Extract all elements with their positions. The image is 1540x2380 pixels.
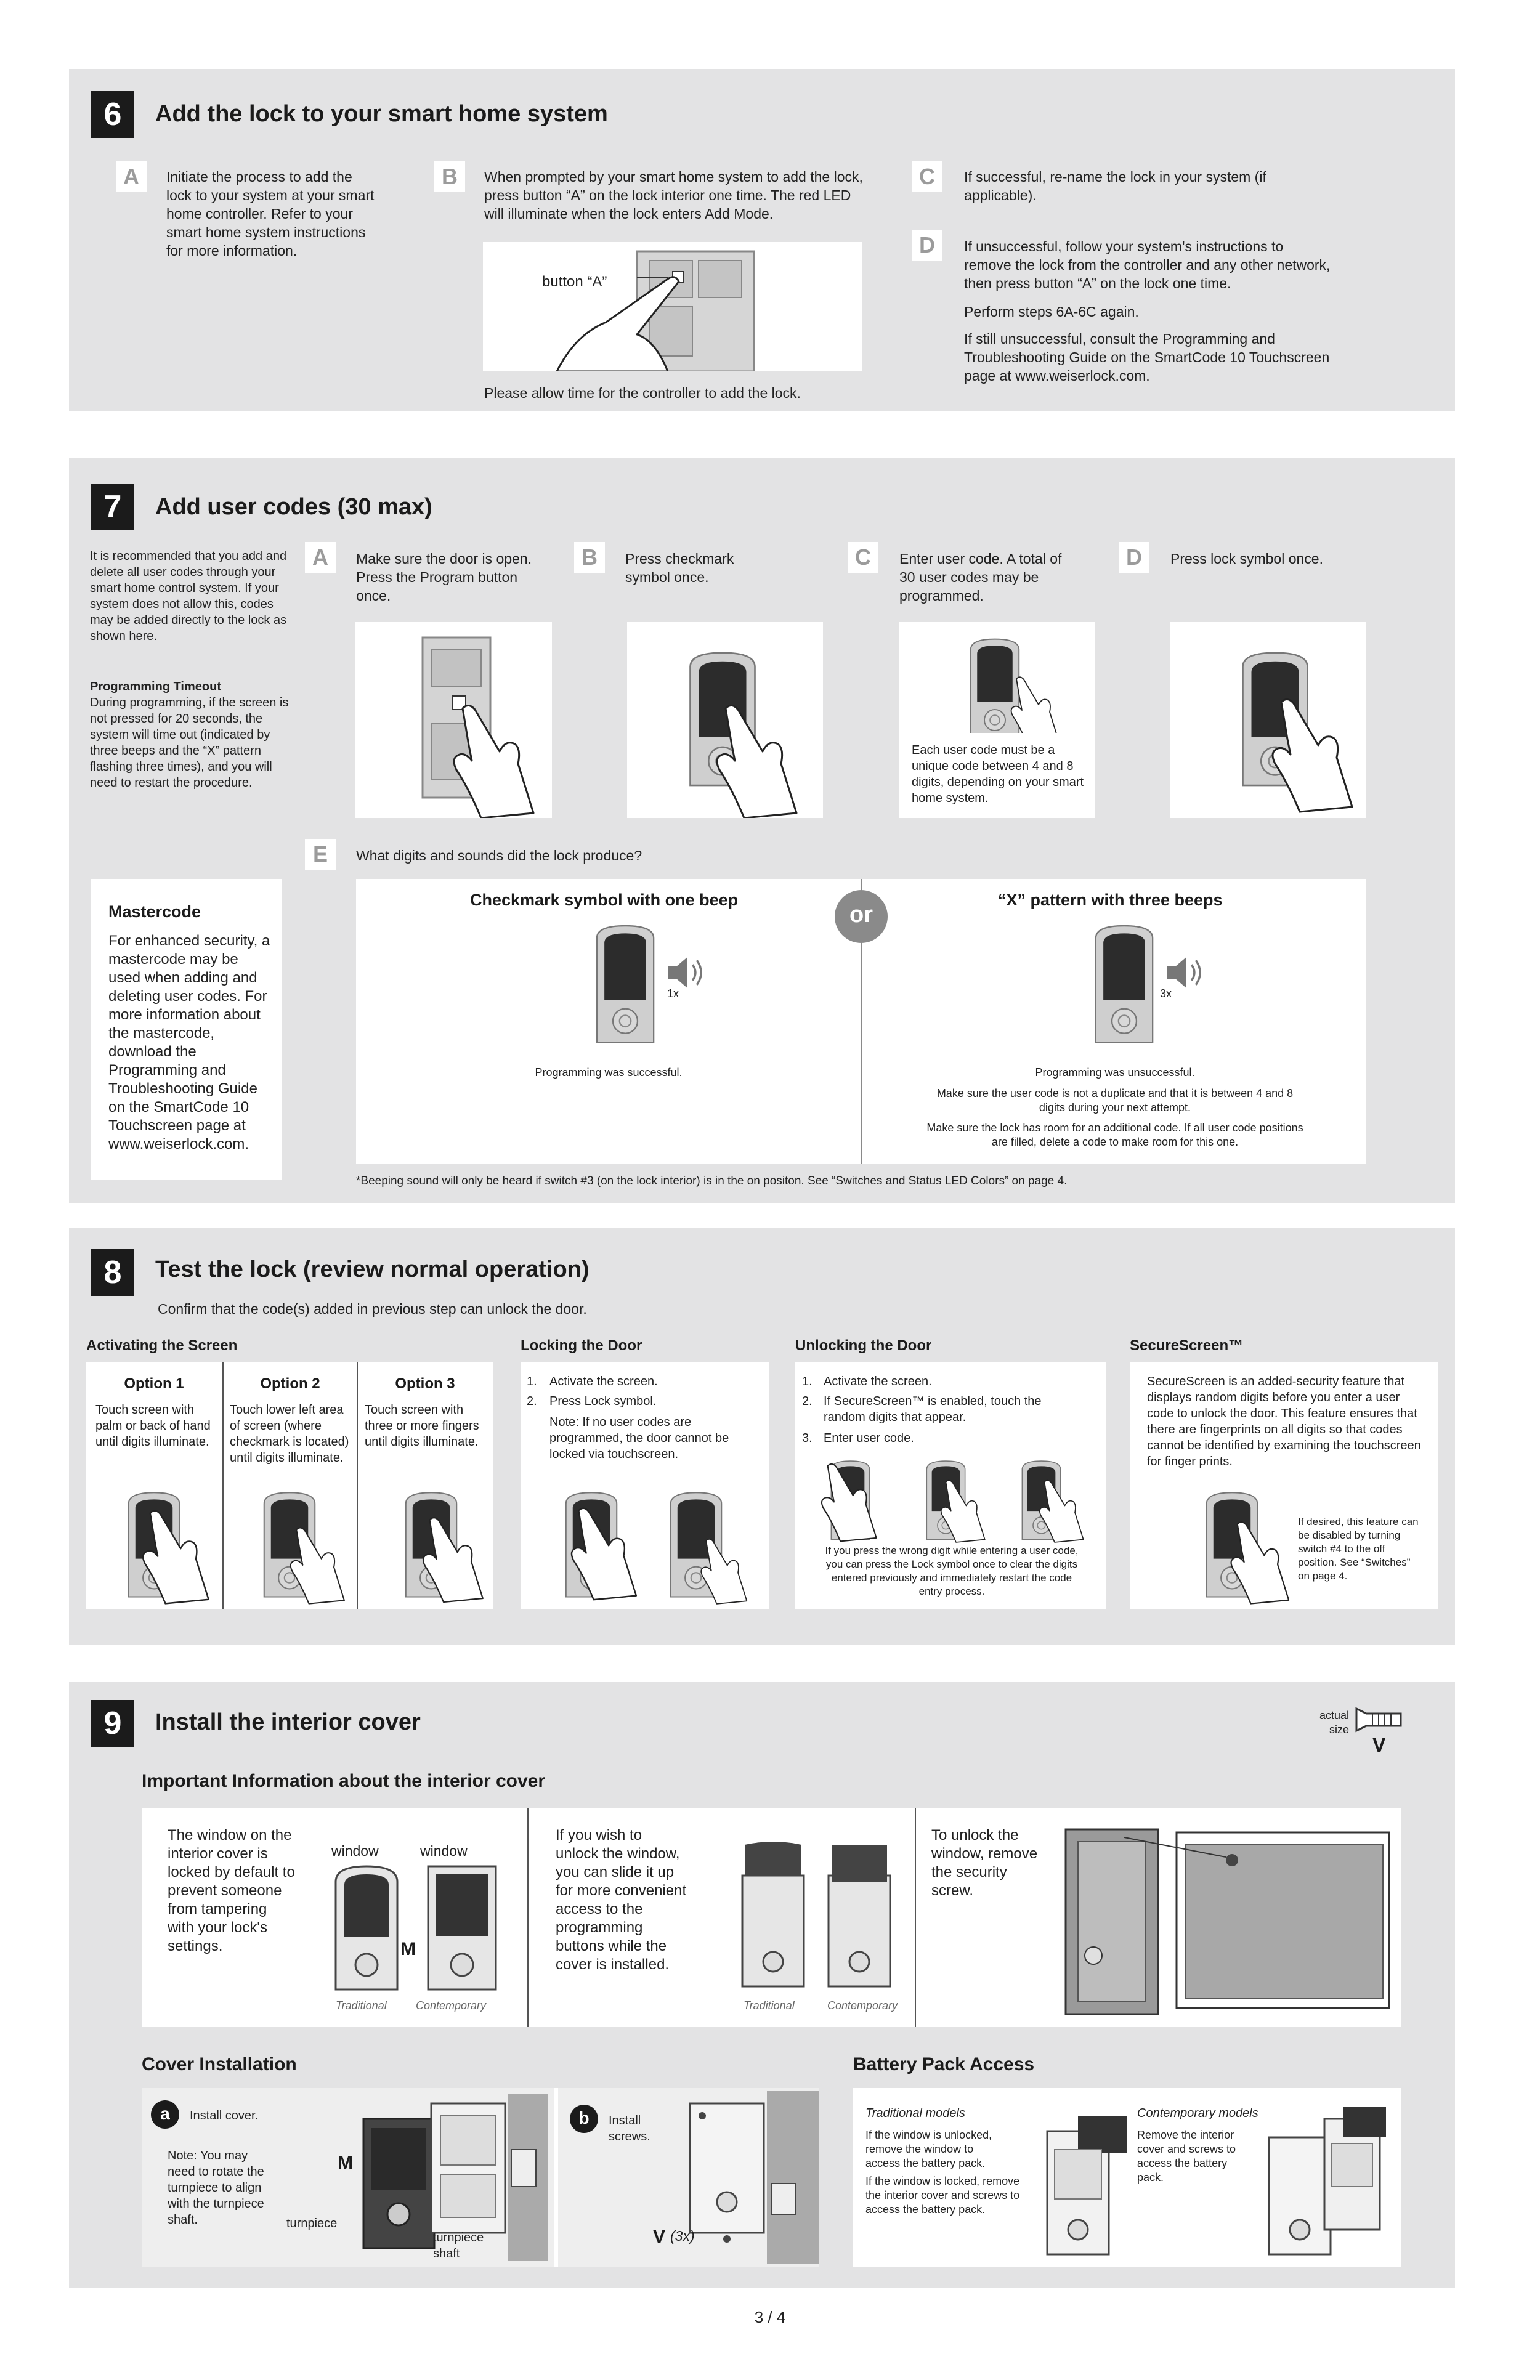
step7-a-text: Make sure the door is open. Press the Program button once. [356, 551, 532, 604]
unlock-window-text: To unlock the window, remove the security screw. [931, 1827, 1038, 1899]
screw-label-2: V [653, 2227, 666, 2247]
unlocking-note: If you press the wrong digit while entering a user code, you can press the Lock symbol once to clear the digits entered previously and immediately restart the code entry process. [825, 1545, 1079, 1597]
result-fail-caption3: Make sure the lock has room for an additional code. If all user code positions are filled, delete a code to make room for this one. [926, 1122, 1303, 1148]
step7-e-text: What digits and sounds did the lock produce? [356, 848, 642, 864]
locking-step1-num: 1. [527, 1375, 537, 1388]
step6-c-text: If successful, re-name the lock in your system (if applicable). [964, 169, 1266, 203]
screw-label: V [1372, 1734, 1386, 1756]
step6-d-text2: Perform steps 6A-6C again. [964, 304, 1139, 320]
option3-title: Option 3 [395, 1375, 455, 1392]
step6-b-callout: button “A” [542, 273, 607, 290]
step7-intro: It is recommended that you add and delete all user codes through your smart home control system. If your system does not allow this, codes may be added directly to the lock as shown here. [90, 549, 287, 643]
mastercode-text: For enhanced security, a mastercode may be used when adding and deleting user codes. For more information about the mastercode, download the Programming and Troubleshooting Guide on the SmartCode 10 Touchscreen page at www.weiserlock.com. [108, 933, 270, 1152]
window-label-1: window [331, 1843, 379, 1859]
option2-illustration [249, 1491, 354, 1605]
trad-models-title: Traditional models [865, 2107, 965, 2120]
trad-text1: If the window is unlocked, remove the window to access the battery pack. [865, 2129, 992, 2169]
step7-d-text: Press lock symbol once. [1170, 551, 1323, 567]
locking-note: Note: If no user codes are programmed, the door cannot be locked via touchscreen. [549, 1415, 729, 1461]
option1-title: Option 1 [124, 1375, 184, 1392]
security-screw-illustration [1063, 1826, 1395, 2017]
result-fail-caption2: Make sure the user code is not a duplicate and that it is between 4 and 8 digits during your next attempt. [936, 1087, 1294, 1114]
trad-text2: If the window is locked, remove the interior cover and screws to access the battery pack. [865, 2175, 1020, 2216]
step7-title: Add user codes (30 max) [155, 494, 432, 520]
step7-c-text: Enter user code. A total of 30 user codes may be programmed. [899, 551, 1062, 604]
secure-illustration [1192, 1491, 1297, 1605]
option3-text: Touch screen with three or more fingers until digits illuminate. [365, 1403, 479, 1449]
activating-title: Activating the Screen [86, 1337, 238, 1354]
contemporary-label-1: Contemporary [416, 1999, 487, 2012]
important-title: Important Information about the interior cover [142, 1771, 546, 1791]
turnpiece-shaft-label: turnpiece shaft [433, 2231, 484, 2261]
locking-step2-num: 2. [527, 1394, 537, 1408]
cover-a-badge: a [151, 2100, 179, 2129]
step6-letter-d: D [912, 230, 942, 261]
step6-letter-b: B [434, 161, 465, 192]
locking-step2: Press Lock symbol. [549, 1394, 657, 1408]
traditional-label-1: Traditional [336, 1999, 387, 2012]
option1-illustration [114, 1491, 219, 1605]
result-ok-title: Checkmark symbol with one beep [470, 891, 739, 909]
step7-timeout-text: During programming, if the screen is not pressed for 20 seconds, the system will time out (indicated by three beeps and the “X” pattern flashing three times), and you will need to restart the procedure. [90, 696, 289, 790]
window-text: The window on the interior cover is locked by default to prevent someone from tampering with your lock's settings. [168, 1827, 295, 1954]
step7-letter-e: E [305, 839, 336, 870]
step8-subtitle: Confirm that the code(s) added in previous step can unlock the door. [158, 1301, 587, 1317]
unlocking-step2: If SecureScreen™ is enabled, touch the random digits that appear. [824, 1394, 1042, 1424]
m-label-1: M [400, 1939, 416, 1959]
step9-number: 9 [91, 1700, 134, 1747]
result-fail-caption1: Programming was unsuccessful. [1035, 1066, 1195, 1079]
actual-size-label: actual size [1319, 1709, 1349, 1736]
cont-text: Remove the interior cover and screws to access the battery pack. [1137, 2129, 1236, 2184]
locking-illustration [551, 1491, 761, 1605]
secure-note: If desired, this feature can be disabled by turning switch #4 to the off position. See “Switches” on page 4. [1298, 1516, 1419, 1582]
screw-count: (3x) [670, 2228, 695, 2244]
step6-d-text3: If still unsuccessful, consult the Programming and Troubleshooting Guide on the SmartCode 10 Touchscreen page at www.weiserlock.com. [964, 331, 1330, 384]
unlocking-step3: Enter user code. [824, 1431, 914, 1445]
step7-a-illustration [355, 622, 552, 818]
result-fail-count: 3x [1160, 987, 1172, 1000]
step7-b-text: Press checkmark symbol once. [625, 551, 734, 585]
step8-title: Test the lock (review normal operation) [155, 1257, 590, 1282]
step6-letter-c: C [912, 161, 942, 192]
unlocking-step1: Activate the screen. [824, 1375, 932, 1388]
step6-a-text: Initiate the process to add the lock to your system at your smart home controller. Refer to your smart home system instructions for more information. [166, 169, 375, 259]
cover-divider [554, 2088, 558, 2267]
trad-battery-illustration [1041, 2113, 1133, 2257]
cont-models-title: Contemporary models [1137, 2107, 1258, 2120]
step6-b-caption: Please allow time for the controller to add the lock. [484, 385, 801, 401]
option-divider-2 [357, 1362, 358, 1609]
lock-interior-illustration [483, 242, 862, 371]
step6-b-text: When prompted by your smart home system to add the lock, press button “A” on the lock interior one time. The red LED will illuminate when the lock enters Add Mode. [484, 169, 863, 222]
step6-letter-a: A [116, 161, 147, 192]
unlocking-illustration [812, 1457, 1095, 1543]
secure-text: SecureScreen is an added-security feature that displays random digits before you enter a user code to unlock the door. This feature ensures that there are fingerprints on all digits so that codes cannot be identified by examining the touchscreen for finger prints. [1147, 1375, 1421, 1468]
unlocking-step1-num: 1. [802, 1375, 813, 1388]
step9-title: Install the interior cover [155, 1709, 421, 1735]
step7-letter-b: B [574, 542, 605, 573]
option2-text: Touch lower left area of screen (where checkmark is located) until digits illuminate. [230, 1403, 349, 1465]
unlock-text: If you wish to unlock the window, you can slide it up for more convenient access to the programming buttons while the cover is installed. [556, 1827, 687, 1973]
option1-text: Touch screen with palm or back of hand until digits illuminate. [95, 1403, 211, 1449]
step7-number: 7 [91, 484, 134, 530]
unlocking-step3-num: 3. [802, 1431, 813, 1445]
cover-b-text: Install screws. [609, 2114, 650, 2143]
cover-a-note: Note: You may need to rotate the turnpiece to align with the turnpiece shaft. [168, 2149, 264, 2227]
step6-number: 6 [91, 91, 134, 138]
step7-letter-d: D [1119, 542, 1149, 573]
step6-d-text: If unsuccessful, follow your system's instructions to remove the lock from the controller and any other network, then press button “A” on the lock one time. [964, 238, 1331, 291]
option-divider-1 [222, 1362, 224, 1609]
cover-b-badge: b [570, 2105, 598, 2133]
screw-icon [1354, 1706, 1404, 1733]
window-label-2: window [420, 1843, 468, 1859]
step7-letter-c: C [848, 542, 878, 573]
contemporary-label-2: Contemporary [827, 1999, 898, 2012]
slide-window-illustration [736, 1839, 896, 1993]
result-fail-illustration [1084, 924, 1226, 1047]
or-badge: or [835, 890, 888, 943]
m-label-2: M [338, 2153, 353, 2173]
result-ok-caption: Programming was successful. [535, 1066, 683, 1079]
step7-d-illustration [1170, 622, 1366, 818]
cover-a-text: Install cover. [190, 2109, 259, 2123]
mastercode-title: Mastercode [108, 902, 201, 921]
result-ok-illustration [585, 924, 727, 1047]
option2-title: Option 2 [260, 1375, 320, 1392]
page-number: 3 / 4 [754, 2308, 786, 2326]
option3-illustration [385, 1491, 490, 1605]
step6-b-illustration [483, 242, 862, 371]
locking-step1: Activate the screen. [549, 1375, 658, 1388]
result-fail-title: “X” pattern with three beeps [998, 891, 1223, 909]
covers-illustration [330, 1863, 502, 1996]
step7-c-note: Each user code must be a unique code between 4 and 8 digits, depending on your smart home system. [912, 743, 1084, 805]
traditional-label-2: Traditional [744, 1999, 795, 2012]
secure-title: SecureScreen™ [1130, 1337, 1244, 1354]
step6-title: Add the lock to your smart home system [155, 101, 608, 127]
unlocking-step2-num: 2. [802, 1394, 813, 1408]
important-divider-2 [915, 1808, 916, 2027]
cover-title: Cover Installation [142, 2054, 297, 2074]
unlocking-title: Unlocking the Door [795, 1337, 932, 1354]
battery-title: Battery Pack Access [853, 2054, 1035, 2074]
locking-title: Locking the Door [521, 1337, 642, 1354]
turnpiece-label: turnpiece [286, 2217, 338, 2230]
step8-number: 8 [91, 1249, 134, 1296]
cont-battery-illustration [1257, 2107, 1392, 2261]
important-divider-1 [527, 1808, 529, 2027]
step7-footnote: *Beeping sound will only be heard if switch #3 (on the lock interior) is in the on positon. See “Switches and Status LED Colors” on page 4. [356, 1175, 1068, 1188]
step7-b-illustration [627, 622, 823, 818]
step7-timeout-title: Programming Timeout [90, 680, 221, 694]
step7-letter-a: A [305, 542, 336, 573]
result-ok-count: 1x [667, 987, 679, 1000]
